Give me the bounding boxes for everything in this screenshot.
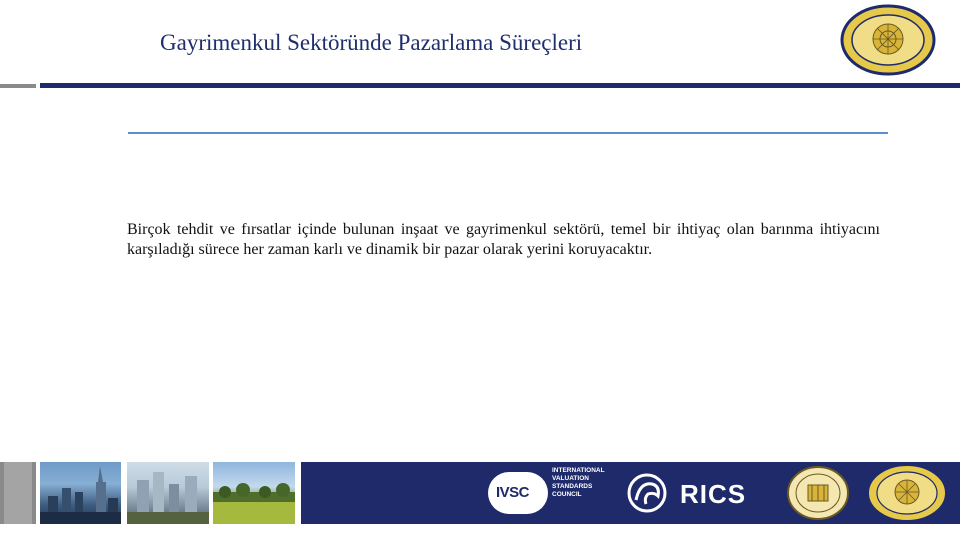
ivsc-label: IVSC	[496, 484, 530, 501]
ankara-university-seal-icon	[836, 4, 940, 76]
body-paragraph: Birçok tehdit ve fırsatlar içinde bulunan inşaat ve gayrimenkul sektörü, temel bir ihtiyaç olan barınma ihtiyacını karşıladığı sürece her zaman karlı ve dinamik bir pazar olarak yerini koruyacaktır.	[127, 221, 880, 258]
ankara-university-seal-icon	[866, 463, 948, 523]
header-bar	[40, 83, 960, 88]
ubf-seal-icon	[786, 465, 850, 521]
green-field-photo	[213, 462, 295, 524]
slide-title: Gayrimenkul Sektöründe Pazarlama Süreçleri	[160, 30, 583, 55]
office-towers-photo	[127, 462, 209, 524]
divider-rule	[128, 132, 888, 134]
rics-lion-icon	[622, 472, 672, 514]
city-skyline-photo	[40, 462, 121, 524]
rics-label: RICS	[680, 479, 747, 509]
header-grey-stub	[0, 84, 36, 88]
footer-grey-stripe	[0, 462, 36, 524]
ivsc-caption: INTERNATIONAL VALUATION STANDARDS COUNCIL	[552, 467, 605, 498]
